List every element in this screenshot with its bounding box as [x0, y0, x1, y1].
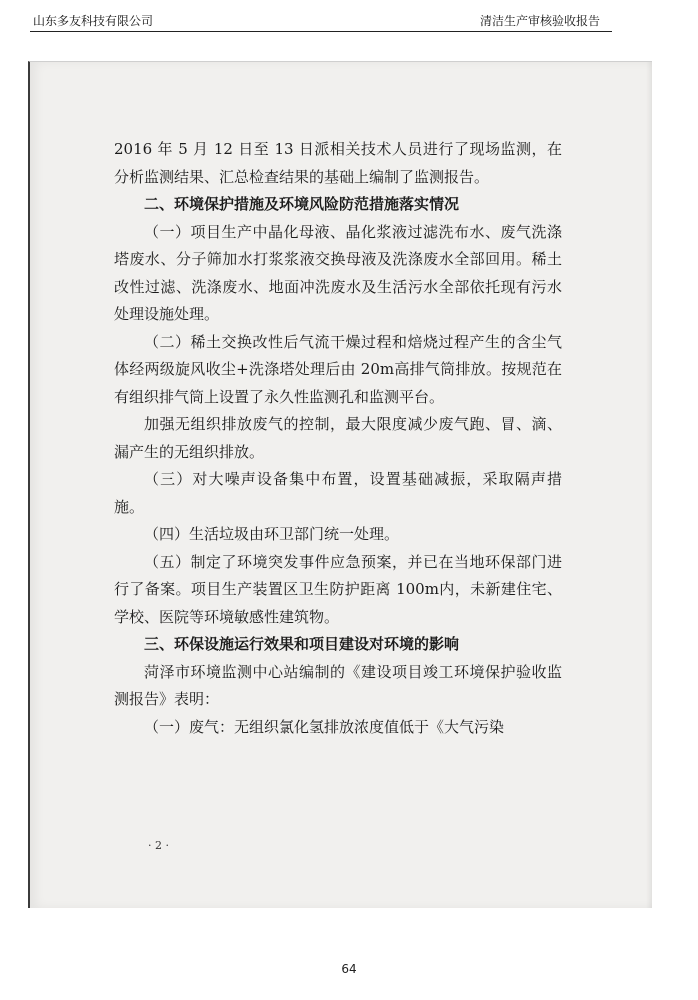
report-title: 清洁生产审核验收报告	[479, 14, 600, 28]
paragraph-item-3: （三）对大噪声设备集中布置，设置基础减振，采取隔声措施。	[114, 470, 562, 516]
scanned-page-text	[114, 136, 562, 741]
paragraph-fugitive-emissions: 加强无组织排放废气的控制，最大限度减少废气跑、冒、滴、漏产生的无组织排放。	[114, 415, 562, 461]
company-name: 山东多友科技有限公司	[33, 14, 154, 28]
page-header	[0, 0, 698, 40]
paragraph-exhaust-gas: （一）废气：无组织氯化氢排放浓度值低于《大气污染	[144, 717, 505, 736]
paragraph-item-2: （二）稀土交换改性后气流干燥过程和焙烧过程产生的含尘气体经两级旋风收尘+洗涤塔处理后由 20m高排气筒排放。按规范在有组织排气筒上设置了永久性监测孔和监测平台。	[114, 332, 562, 406]
paragraph-item-1: （一）项目生产中晶化母液、晶化浆液过滤洗布水、废气洗涤塔废水、分子筛加水打浆浆液交换母液及洗涤废水全部回用。稀土改性过滤、洗涤废水、地面冲洗废水及生活污水全部依托现有污水处理设施处理。	[114, 222, 562, 323]
paragraph-monitoring-report: 菏泽市环境监测中心站编制的《建设项目竣工环境保护验收监测报告》表明：	[114, 662, 562, 708]
paragraph-item-5: （五）制定了环境突发事件应急预案，并已在当地环保部门进行了备案。项目生产装置区卫生防护距离 100m内，未新建住宅、学校、医院等环境敏感性建筑物。	[114, 552, 562, 626]
document-page-number: 64	[341, 962, 357, 976]
header-divider	[30, 31, 612, 32]
paragraph-item-4: （四）生活垃圾由环卫部门统一处理。	[144, 525, 400, 543]
paragraph-continuation: 2016 年 5 月 12 日至 13 日派相关技术人员进行了现场监测，在分析监测结果、汇总检查结果的基础上编制了监测报告。	[114, 140, 562, 186]
scanned-page-marker: · 2 ·	[148, 839, 169, 852]
section-heading-3: 三、环保设施运行效果和项目建设对环境的影响	[144, 635, 460, 653]
section-heading-2: 二、环境保护措施及环境风险防范措施落实情况	[144, 195, 460, 213]
